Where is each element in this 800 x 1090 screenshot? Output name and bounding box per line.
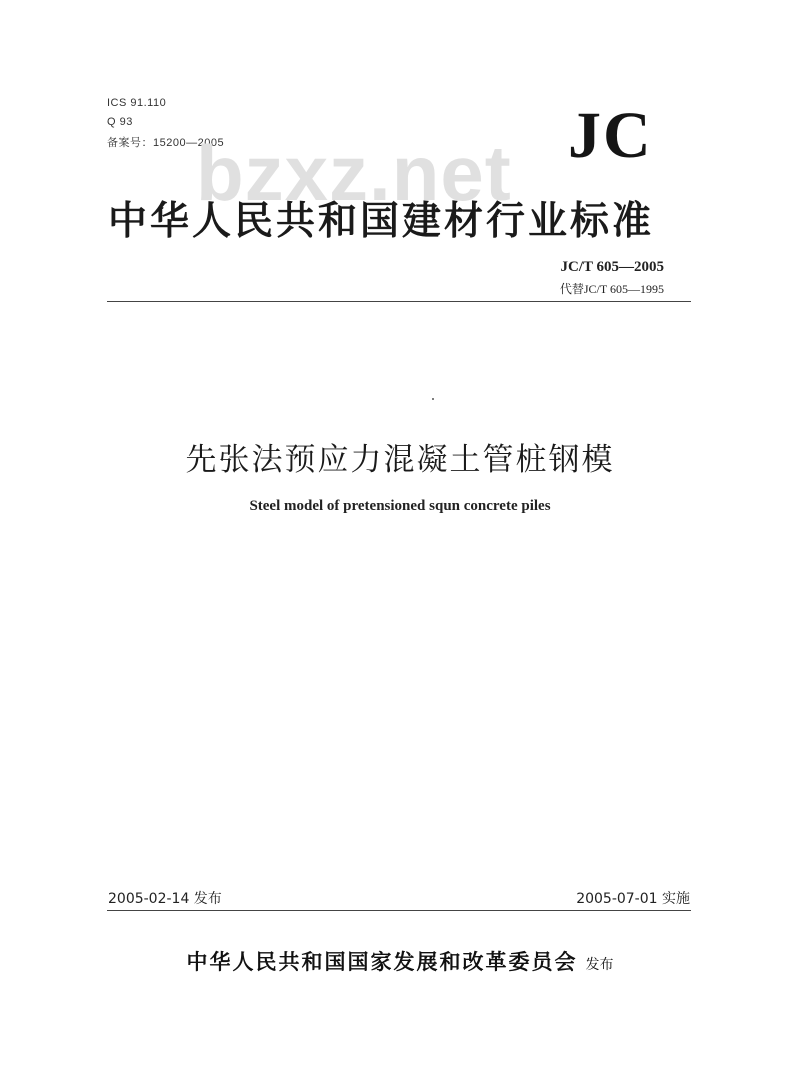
watermark: bzxz.net bbox=[196, 129, 512, 217]
standard-code: JC/T 605—2005 bbox=[560, 259, 664, 275]
publisher-org: 中华人民共和国国家发展和改革委员会 bbox=[186, 950, 578, 974]
document-title-en: Steel model of pretensioned squn concrete piles bbox=[249, 498, 551, 514]
record-number: 备案号：15200—2005 bbox=[107, 137, 225, 149]
stray-dot bbox=[432, 398, 434, 400]
ccs-code: Q 93 bbox=[107, 116, 133, 128]
publisher-suffix: 发布 bbox=[585, 957, 614, 973]
issue-date: 2005-02-14 发布 bbox=[108, 891, 222, 907]
document-title-cn: 先张法预应力混凝土管桩钢模 bbox=[185, 442, 615, 478]
jc-logo: JC bbox=[568, 99, 653, 172]
replaces-code: 代替JC/T 605—1995 bbox=[559, 282, 664, 296]
header-rule bbox=[107, 301, 691, 302]
ics-code: ICS 91.110 bbox=[107, 97, 167, 109]
publisher bbox=[0, 946, 800, 976]
footer-rule bbox=[107, 910, 691, 911]
standard-category: 中华人民共和国建材行业标准 bbox=[108, 199, 655, 244]
implement-date: 2005-07-01 实施 bbox=[576, 891, 690, 907]
